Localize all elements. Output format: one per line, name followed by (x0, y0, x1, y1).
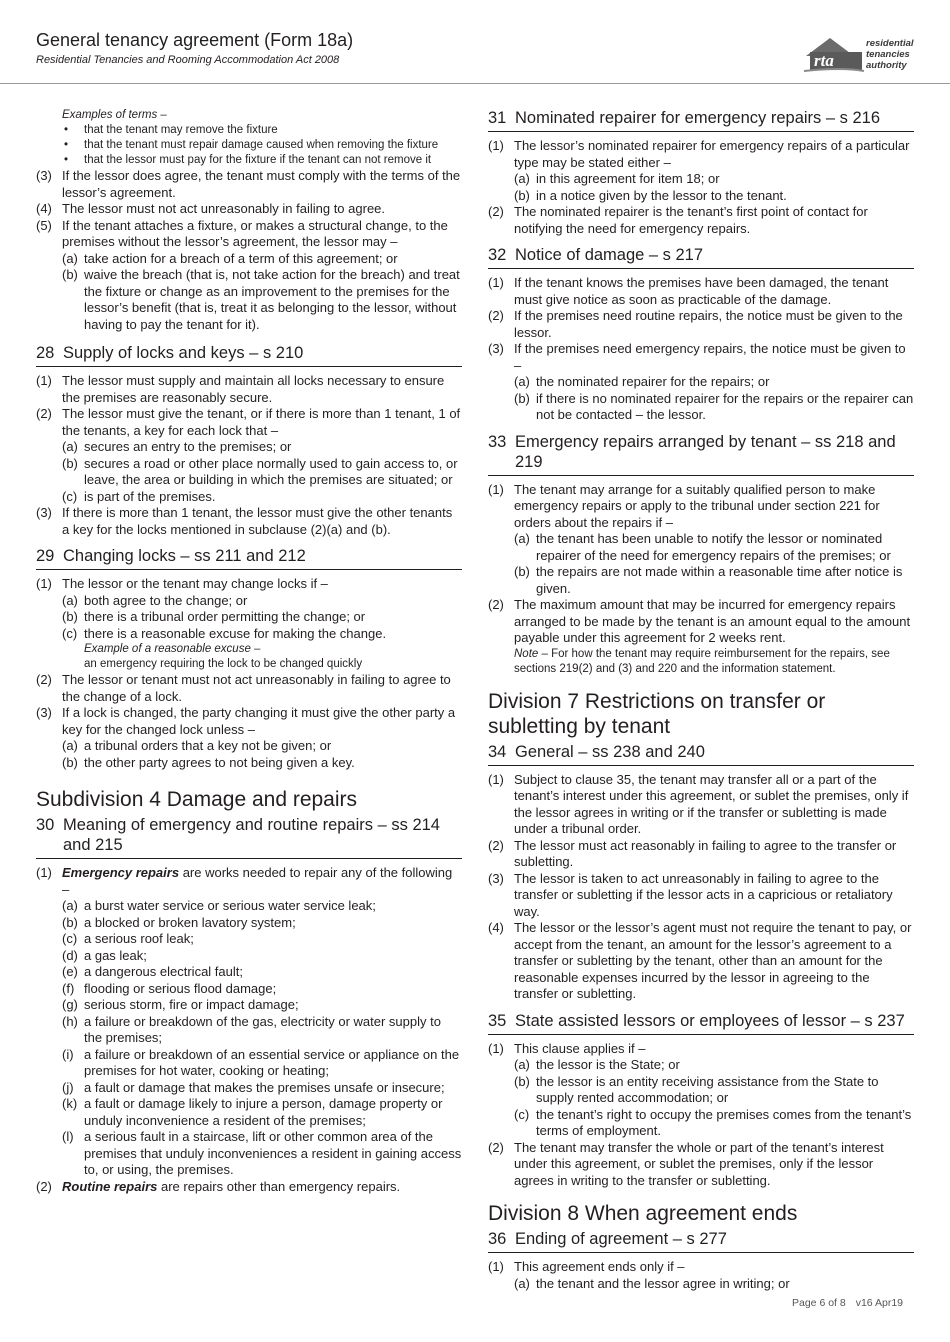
clause-34-2: (2) The lessor must act reasonably in failing to agree to the transfer or subletting. (488, 837, 897, 869)
clause-27-5: (5) If the tenant attaches a fixture, or makes a structural change, to the premises without the lessor’s agreement, the lessor may – (36, 217, 448, 249)
clause-30-1: (1) Emergency repairs are works needed to repair any of the following – (36, 865, 453, 897)
subclause: (a) the nominated repairer for the repairs; or (514, 374, 770, 389)
act-subtitle: Residential Tenancies and Rooming Accommodation Act 2008 (36, 54, 340, 66)
subclause: (h) a failure or breakdown of the gas, electricity or water supply to the premises; (62, 1013, 441, 1045)
page-footer (792, 1297, 903, 1309)
left-column (36, 108, 462, 1195)
section-29-heading: 29 Changing locks – ss 211 and 212 (36, 546, 462, 570)
right-column (488, 108, 914, 1292)
clause-27-3: (3) If the lessor does agree, the tenant must comply with the terms of the lessor’s agreement. (36, 168, 461, 200)
logo-line: residential (866, 38, 914, 49)
header-divider (0, 83, 950, 84)
example-label: Example of a reasonable excuse – (84, 643, 261, 655)
subclause: (a) the tenant has been unable to notify the lessor or nominated repairer of the need for emergency repairs of the premises; or (514, 531, 891, 563)
section-31-heading: 31 Nominated repairer for emergency repairs – s 216 (488, 108, 914, 132)
clause-29-1: (1) The lessor or the tenant may change locks if – (36, 576, 328, 591)
subclause: (b) waive the breach (that is, not take action for the breach) and treat the fixture or change as an improvement to the premises for the lessor’s benefit (that is, treat it as belonging to the lessor, without having to pay the tenant for it). (62, 267, 460, 332)
clause-33-2: (2) The maximum amount that may be incurred for emergency repairs arranged to be made by the tenant is an amount equal to the amount payable under this agreement for 2 weeks rent. (488, 597, 911, 645)
subclause: (c) is part of the premises. (62, 488, 216, 504)
section-28-heading: 28 Supply of locks and keys – s 210 (36, 343, 462, 367)
clause-33-1: (1) The tenant may arrange for a suitably qualified person to make emergency repairs or apply to the tribunal under section 221 for orders about the repairs if – (488, 481, 880, 530)
clause-30-2: (2) Routine repairs are repairs other than emergency repairs. (36, 1178, 401, 1194)
subclause: (b) the repairs are not made within a reasonable time after notice is given. (514, 564, 903, 596)
clause-28-3: (3) If there is more than 1 tenant, the lessor must give the other tenants a key for the locks mentioned in subclause (2)(a) and (b). (36, 505, 453, 537)
subclause: (b) a blocked or broken lavatory system; (62, 914, 296, 930)
clause-32-1: (1) If the tenant knows the premises have been damaged, the tenant must give notice as soon as practicable of the damage. (488, 275, 889, 307)
subclause: (a) the lessor is the State; or (514, 1057, 680, 1072)
subdivision-4-heading: Subdivision 4 Damage and repairs (36, 788, 358, 811)
subclause: (l) a serious fault in a staircase, lift or other common area of the premises that unduly inconveniences a resident in gaining access to, or using, the premises. (62, 1129, 462, 1177)
subclause: (k) a fault or damage likely to injure a person, damage property or unduly inconvenience a resident of the premises; (62, 1096, 443, 1128)
subclause: (f) flooding or serious flood damage; (62, 980, 277, 996)
clause-31-2: (2) The nominated repairer is the tenant’s first point of contact for notifying the need for emergency repairs. (488, 204, 868, 236)
subclause: (b) secures a road or other place normally used to gain access to, or leave, the area or building in which the premises are situated; or (62, 455, 458, 487)
page-header (0, 0, 950, 84)
clause-28-2: (2) The lessor must give the tenant, or if there is more than 1 tenant, 1 of the tenants, a key for each lock that – (36, 406, 461, 438)
section-32-heading: 32 Notice of damage – s 217 (488, 245, 914, 269)
section-34-heading: 34 General – ss 238 and 240 (488, 742, 914, 766)
clause-33-note: Note – For how the tenant may require reimbursement for the repairs, see sections 219(2) and (3) and 220 and the information statement. (514, 647, 890, 675)
subclause: (g) serious storm, fire or impact damage; (62, 997, 299, 1012)
subclause: (c) the tenant’s right to occupy the premises comes from the tenant’s terms of employment. (514, 1106, 912, 1138)
logo-line: authority (866, 60, 907, 71)
division-7-heading: Division 7 Restrictions on transfer or subletting by tenant (488, 689, 826, 738)
clause-27-4: (4) The lessor must not act unreasonably in failing to agree. (36, 201, 386, 216)
subclause: (a) the tenant and the lessor agree in writing; or (514, 1275, 790, 1291)
subclause: (a) take action for a breach of a term of this agreement; or (62, 250, 398, 266)
subclause: (j) a fault or damage that makes the premises unsafe or insecure; (62, 1079, 445, 1095)
clause-35-1: (1) This clause applies if – (488, 1040, 646, 1056)
clause-36-1: (1) This agreement ends only if – (488, 1259, 685, 1274)
clause-32-2: (2) If the premises need routine repairs, the notice must be given to the lessor. (488, 308, 903, 340)
list-item: • that the lessor must pay for the fixture if the tenant can not remove it (64, 154, 432, 166)
subclause: (a) a burst water service or serious water service leak; (62, 898, 376, 913)
subclause: (i) a failure or breakdown of an essential service or appliance on the premises for hot water, cooking or heating; (62, 1046, 460, 1078)
form-title-main: General tenancy agreement (36, 30, 260, 50)
division-8-heading: Division 8 When agreement ends (488, 1202, 798, 1225)
clause-29-2: (2) The lessor or tenant must not act unreasonably in failing to agree to the change of a lock. (36, 672, 451, 704)
section-30-heading: 30 Meaning of emergency and routine repairs – ss 214 and 215 (36, 815, 462, 859)
clause-34-4: (4) The lessor or the lessor’s agent must not require the tenant to pay, or accept from the tenant, an amount for the lessor’s agreement to a transfer or subletting by the tenant, other than an amount for the reasonable expenses incurred by the lessor in agreeing to the transfer or subletting. (488, 920, 912, 1001)
form-version: v16 Apr19 (855, 1297, 904, 1309)
subclause: (c) a serious roof leak; (62, 931, 194, 946)
clause-34-1: (1) Subject to clause 35, the tenant may transfer all or a part of the tenant’s interest under this agreement, or sublet the premises, only if the lessor agrees in writing or if the transfer or subletting is made under a tribunal order. (488, 771, 909, 836)
subclause: (b) the other party agrees to not being given a key. (62, 754, 355, 770)
clause-31-1: (1) The lessor’s nominated repairer for emergency repairs of a particular type may be stated either – (488, 138, 910, 170)
subclause: (c) there is a reasonable excuse for making the change. (62, 625, 387, 641)
form-number: (Form 18a) (264, 30, 354, 50)
clause-28-1: (1) The lessor must supply and maintain all locks necessary to ensure the premises are reasonably secure. (36, 373, 445, 405)
clause-32-3: (3) If the premises need emergency repairs, the notice must be given to – (488, 341, 906, 373)
subclause: (a) secures an entry to the premises; or (62, 439, 292, 454)
example-text: an emergency requiring the lock to be changed quickly (84, 658, 363, 670)
section-35-heading: 35 State assisted lessors or employees of lessor – s 237 (488, 1011, 914, 1035)
subclause: (b) there is a tribunal order permitting the change; or (62, 609, 366, 624)
subclause: (e) a dangerous electrical fault; (62, 964, 243, 979)
examples-label: Examples of terms – (62, 109, 167, 121)
logo-abbr: rta (814, 51, 834, 70)
subclause: (d) a gas leak; (62, 947, 147, 963)
subclause: (a) in this agreement for item 18; or (514, 171, 720, 186)
subclause: (a) both agree to the change; or (62, 592, 248, 608)
logo-line: tenancies (866, 49, 910, 60)
subclause: (b) if there is no nominated repairer for the repairs or the repairer can not be contacted – the lessor. (514, 390, 914, 422)
section-36-heading: 36 Ending of agreement – s 277 (488, 1229, 914, 1253)
subclause: (a) a tribunal orders that a key not be given; or (62, 738, 332, 753)
form-title (36, 30, 353, 51)
list-item: • that the tenant must repair damage caused when removing the fixture (64, 139, 439, 151)
clause-34-3: (3) The lessor is taken to act unreasonably in failing to agree to the transfer or subletting if the lessor acts in a capricious or retaliatory way. (488, 870, 893, 919)
list-item: • that the tenant may remove the fixture (64, 124, 278, 136)
section-33-heading: 33 Emergency repairs arranged by tenant – ss 218 and 219 (488, 432, 914, 476)
subclause: (b) the lessor is an entity receiving assistance from the State to supply rented accommodation; or (514, 1073, 879, 1105)
clause-29-3: (3) If a lock is changed, the party changing it must give the other party a key for the changed lock unless – (36, 705, 456, 737)
page-number: Page 6 of 8 (792, 1297, 846, 1309)
logo-wordmark (866, 38, 914, 71)
subclause: (b) in a notice given by the lessor to the tenant. (514, 187, 787, 203)
clause-35-2: (2) The tenant may transfer the whole or part of the tenant’s interest under this agreement, or sublet the premises, only if the lessor agrees in writing to the transfer or subletting. (488, 1139, 884, 1188)
